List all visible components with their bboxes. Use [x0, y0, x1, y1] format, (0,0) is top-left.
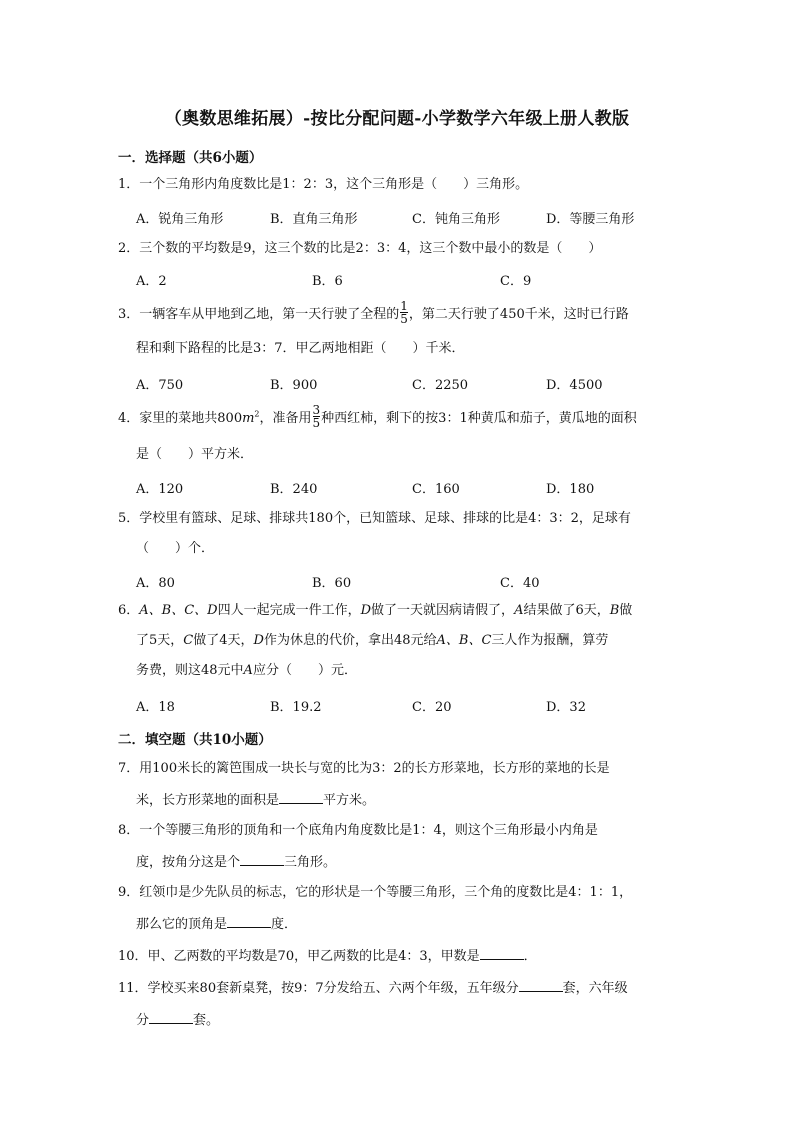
option-b: B．直角三角形	[270, 212, 358, 227]
variable: D	[360, 603, 372, 618]
question-4-text-c: 种西红柿，剩下的按3：1种黄瓜和茄子，黄瓜地的面积	[321, 411, 637, 426]
option-d: D．等腰三角形	[546, 212, 635, 227]
variable: A、B、C	[436, 633, 492, 648]
text: 套。	[193, 1013, 220, 1028]
option-d: D．32	[546, 700, 586, 715]
question-5-line-2: （ ）个．	[136, 541, 215, 556]
unit-m: m	[242, 411, 255, 426]
option-c: C．20	[412, 700, 452, 715]
text: 四人一起完成一件工作，	[217, 603, 361, 618]
question-4-text-a: 4．家里的菜地共800	[118, 411, 243, 426]
unit-exponent: 2	[254, 409, 260, 419]
fraction-numerator: 1	[400, 299, 408, 313]
option-c: C．2250	[412, 378, 469, 393]
page-title: （奥数思维拓展）-按比分配问题-小学数学六年级上册人教版	[164, 109, 630, 129]
question-2: 2．三个数的平均数是9，这三个数的比是2：3：4，这三个数中最小的数是（ ）	[118, 241, 602, 256]
answer-blank[interactable]	[227, 914, 271, 928]
text: 三人作为报酬，算劳	[491, 633, 609, 648]
question-9-line-2	[136, 914, 706, 934]
fraction-denominator: 5	[312, 416, 321, 430]
fraction-denominator: 5	[400, 312, 408, 326]
option-b: B．240	[270, 482, 318, 497]
text: 套，六年级	[562, 981, 628, 996]
question-11-line-1	[118, 978, 688, 998]
text: 那么它的顶角是	[136, 917, 228, 932]
option-a: A．18	[136, 700, 175, 715]
text: 了5天，	[136, 633, 184, 648]
question-4-line-2: 是（ ）平方米．	[136, 447, 254, 462]
fraction	[313, 404, 321, 429]
question-7-line-1: 7．用100米长的篱笆围成一块长与宽的比为3：2的长方形菜地，长方形的菜地的长是	[118, 761, 610, 776]
fraction-numerator: 3	[312, 403, 321, 417]
question-3-text-a: 3．一辆客车从甲地到乙地，第一天行驶了全程的	[118, 307, 400, 322]
variable: A	[514, 603, 524, 618]
option-b: B．19.2	[270, 700, 322, 715]
answer-blank[interactable]	[240, 852, 284, 866]
option-a: A．750	[136, 378, 184, 393]
text: 结果做了6天，	[523, 603, 610, 618]
question-3-text-b: ，第二天行驶了450千米，这时已行路	[408, 307, 629, 322]
section-heading-choice: 一．选择题（共6小题）	[118, 150, 263, 166]
option-b: B．900	[270, 378, 318, 393]
question-3-line-1	[118, 299, 688, 327]
text: 平方米。	[323, 793, 376, 808]
question-5-line-1: 5．学校里有篮球、足球、排球共180个，已知篮球、足球、排球的比是4：3：2，足球有	[118, 511, 631, 526]
variable: D	[253, 633, 264, 648]
option-c: C．钝角三角形	[412, 212, 500, 227]
question-6-line-2	[136, 632, 706, 650]
option-c: C．160	[412, 482, 460, 497]
answer-blank[interactable]	[480, 946, 524, 960]
option-b: B．6	[312, 274, 343, 289]
text: 三角形。	[284, 855, 337, 870]
option-a: A．锐角三角形	[136, 212, 224, 227]
text: 度，按角分这是个	[136, 855, 241, 870]
option-d: D．180	[546, 482, 595, 497]
option-c: C．9	[500, 274, 532, 289]
question-6-line-3	[136, 662, 706, 680]
question-8-line-2	[136, 852, 706, 872]
text: 6．	[118, 603, 140, 618]
text: 11．学校买来80套新桌凳，按9：7分发给五、六两个年级，五年级分	[118, 981, 519, 996]
answer-blank[interactable]	[279, 790, 323, 804]
option-d: D．4500	[546, 378, 603, 393]
answer-blank[interactable]	[149, 1010, 193, 1024]
question-9-line-1: 9．红领巾是少先队员的标志，它的形状是一个等腰三角形，三个角的度数比是4：1：1，	[118, 885, 633, 900]
option-c: C．40	[500, 576, 540, 591]
variable: C	[183, 633, 194, 648]
text: 做	[619, 603, 633, 618]
variable: A、B、C、D	[139, 603, 218, 618]
text: 度．	[271, 917, 298, 932]
text: 米，长方形菜地的面积是	[136, 793, 280, 808]
fraction	[400, 300, 408, 325]
text: 务费，则这48元中	[136, 663, 244, 678]
question-4-line-1	[118, 403, 688, 431]
question-10	[118, 946, 688, 966]
variable: B	[609, 603, 620, 618]
text: 应分（ ）元．	[252, 663, 357, 678]
text: 做了一天就因病请假了，	[371, 603, 515, 618]
question-8-line-1: 8．一个等腰三角形的顶角和一个底角内角度数比是1：4，则这个三角形最小内角是	[118, 823, 598, 838]
question-11-line-2	[136, 1010, 706, 1030]
text: 分	[136, 1013, 150, 1028]
option-a: A．80	[136, 576, 175, 591]
question-6-line-1	[118, 602, 688, 620]
text: 作为休息的代价，拿出48元给	[263, 633, 437, 648]
variable: A	[243, 663, 253, 678]
question-1: 1．一个三角形内角度数比是1：2：3，这个三角形是（ ）三角形。	[118, 177, 529, 192]
question-3-line-2: 程和剩下路程的比是3：7．甲乙两地相距（ ）千米．	[136, 341, 465, 356]
question-7-line-2	[136, 790, 706, 810]
text: ．	[523, 949, 537, 964]
option-a: A．2	[136, 274, 167, 289]
answer-blank[interactable]	[519, 978, 563, 992]
question-4-text-b: ，准备用	[259, 411, 312, 426]
section-heading-fill: 二．填空题（共10小题）	[118, 732, 272, 748]
option-a: A．120	[136, 482, 184, 497]
option-b: B．60	[312, 576, 352, 591]
text: 10．甲、乙两数的平均数是70，甲乙两数的比是4：3，甲数是	[118, 949, 480, 964]
text: 做了4天，	[193, 633, 254, 648]
